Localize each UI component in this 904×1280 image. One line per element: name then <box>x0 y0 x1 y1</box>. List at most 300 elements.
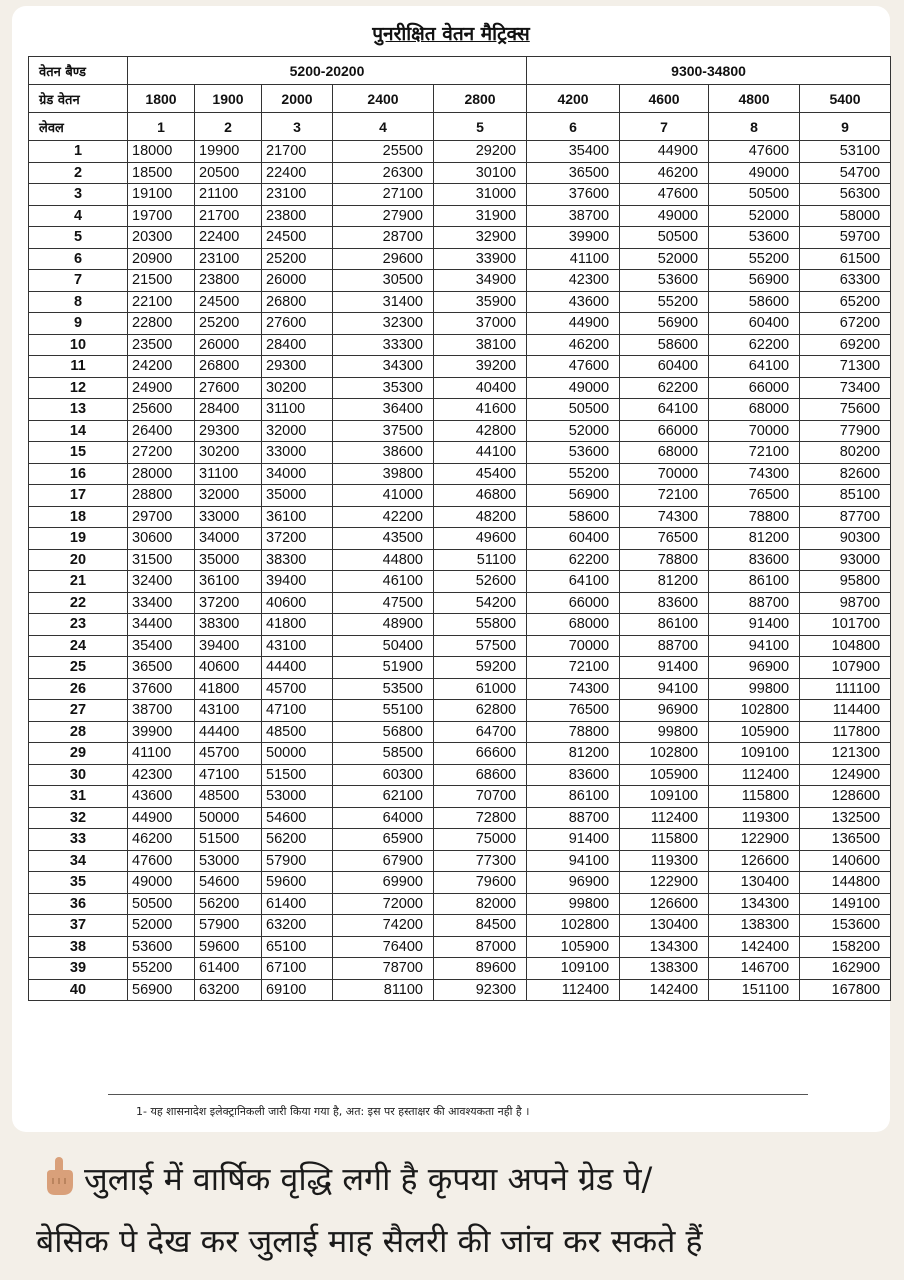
pay-cell: 53000 <box>262 786 333 808</box>
pay-cell: 140600 <box>800 850 891 872</box>
pay-cell: 41600 <box>434 399 527 421</box>
row-index-cell: 15 <box>29 442 128 464</box>
pay-cell: 34900 <box>434 270 527 292</box>
row-index-cell: 29 <box>29 743 128 765</box>
pay-cell: 94100 <box>527 850 620 872</box>
table-row <box>29 979 891 1001</box>
pay-cell: 86100 <box>620 614 709 636</box>
row-index-cell: 1 <box>29 141 128 163</box>
pay-cell: 27100 <box>333 184 434 206</box>
pay-cell: 158200 <box>800 936 891 958</box>
level-label: लेवल <box>29 113 128 141</box>
pay-cell: 62800 <box>434 700 527 722</box>
row-index-cell: 8 <box>29 291 128 313</box>
row-index-cell: 38 <box>29 936 128 958</box>
pay-cell: 23800 <box>262 205 333 227</box>
pay-cell: 28400 <box>195 399 262 421</box>
pay-cell: 98700 <box>800 592 891 614</box>
pay-cell: 92300 <box>434 979 527 1001</box>
pay-cell: 66000 <box>527 592 620 614</box>
pay-cell: 64100 <box>620 399 709 421</box>
pay-cell: 22100 <box>128 291 195 313</box>
pay-cell: 58600 <box>527 506 620 528</box>
pay-cell: 99800 <box>527 893 620 915</box>
pay-cell: 47100 <box>262 700 333 722</box>
pay-cell: 111100 <box>800 678 891 700</box>
pay-cell: 23500 <box>128 334 195 356</box>
pay-cell: 40600 <box>262 592 333 614</box>
caption-line-2: बेसिक पे देख कर जुलाई माह सैलरी की जांच कर सकते हैं <box>36 1222 703 1260</box>
pay-cell: 41800 <box>195 678 262 700</box>
pay-cell: 28000 <box>128 463 195 485</box>
pay-cell: 26800 <box>262 291 333 313</box>
pay-cell: 24200 <box>128 356 195 378</box>
pay-cell: 69100 <box>262 979 333 1001</box>
pay-cell: 60300 <box>333 764 434 786</box>
pay-cell: 96900 <box>527 872 620 894</box>
pay-cell: 35300 <box>333 377 434 399</box>
pay-cell: 23800 <box>195 270 262 292</box>
pay-cell: 63200 <box>262 915 333 937</box>
pay-cell: 72100 <box>527 657 620 679</box>
pay-cell: 51500 <box>262 764 333 786</box>
pay-cell: 37000 <box>434 313 527 335</box>
pay-cell: 63300 <box>800 270 891 292</box>
row-index-cell: 30 <box>29 764 128 786</box>
pay-cell: 21700 <box>262 141 333 163</box>
pay-cell: 46200 <box>527 334 620 356</box>
pay-cell: 52000 <box>709 205 800 227</box>
pay-cell: 68600 <box>434 764 527 786</box>
pay-cell: 50500 <box>128 893 195 915</box>
pay-cell: 65900 <box>333 829 434 851</box>
pay-cell: 21700 <box>195 205 262 227</box>
pay-cell: 49000 <box>620 205 709 227</box>
table-row <box>29 485 891 507</box>
pay-cell: 128600 <box>800 786 891 808</box>
pay-cell: 64000 <box>333 807 434 829</box>
pay-cell: 32000 <box>195 485 262 507</box>
pay-cell: 37200 <box>262 528 333 550</box>
pay-cell: 36100 <box>195 571 262 593</box>
pay-cell: 21100 <box>195 184 262 206</box>
table-row <box>29 291 891 313</box>
pay-cell: 87700 <box>800 506 891 528</box>
pay-cell: 62200 <box>527 549 620 571</box>
pay-cell: 102800 <box>709 700 800 722</box>
pay-cell: 67100 <box>262 958 333 980</box>
table-row <box>29 829 891 851</box>
pay-cell: 38300 <box>262 549 333 571</box>
pay-cell: 54200 <box>434 592 527 614</box>
row-index-cell: 22 <box>29 592 128 614</box>
pay-cell: 107900 <box>800 657 891 679</box>
pay-cell: 37500 <box>333 420 434 442</box>
pay-cell: 67900 <box>333 850 434 872</box>
pay-cell: 112400 <box>527 979 620 1001</box>
pay-cell: 144800 <box>800 872 891 894</box>
grade-pay-row <box>29 85 891 113</box>
pay-cell: 132500 <box>800 807 891 829</box>
pay-cell: 19900 <box>195 141 262 163</box>
caption-line-1 <box>36 1148 886 1210</box>
pay-cell: 83600 <box>620 592 709 614</box>
pay-cell: 104800 <box>800 635 891 657</box>
level-cell: 9 <box>800 113 891 141</box>
pay-cell: 53100 <box>800 141 891 163</box>
pay-cell: 41100 <box>527 248 620 270</box>
pay-cell: 68000 <box>620 442 709 464</box>
pay-band-label: वेतन बैण्ड <box>29 57 128 85</box>
pay-cell: 19700 <box>128 205 195 227</box>
grade-pay-cell: 4600 <box>620 85 709 113</box>
row-index-cell: 10 <box>29 334 128 356</box>
pay-cell: 29600 <box>333 248 434 270</box>
pay-cell: 153600 <box>800 915 891 937</box>
row-index-cell: 36 <box>29 893 128 915</box>
pay-cell: 37200 <box>195 592 262 614</box>
table-row <box>29 270 891 292</box>
pay-cell: 83600 <box>527 764 620 786</box>
pay-cell: 105900 <box>709 721 800 743</box>
row-index-cell: 9 <box>29 313 128 335</box>
table-row <box>29 334 891 356</box>
pay-cell: 49000 <box>128 872 195 894</box>
row-index-cell: 12 <box>29 377 128 399</box>
pay-cell: 34300 <box>333 356 434 378</box>
level-cell: 6 <box>527 113 620 141</box>
pay-cell: 49600 <box>434 528 527 550</box>
grade-pay-cell: 1900 <box>195 85 262 113</box>
pay-cell: 121300 <box>800 743 891 765</box>
pay-cell: 47600 <box>128 850 195 872</box>
pay-cell: 109100 <box>620 786 709 808</box>
pay-cell: 59600 <box>195 936 262 958</box>
row-index-cell: 39 <box>29 958 128 980</box>
pay-cell: 58600 <box>709 291 800 313</box>
pay-cell: 130400 <box>709 872 800 894</box>
pay-cell: 32000 <box>262 420 333 442</box>
table-row <box>29 141 891 163</box>
pay-cell: 21500 <box>128 270 195 292</box>
pay-cell: 24500 <box>262 227 333 249</box>
pointing-hand-icon <box>36 1154 80 1198</box>
pay-cell: 37600 <box>527 184 620 206</box>
pay-cell: 65100 <box>262 936 333 958</box>
pay-cell: 23100 <box>262 184 333 206</box>
pay-cell: 78800 <box>620 549 709 571</box>
pay-cell: 42200 <box>333 506 434 528</box>
table-row <box>29 227 891 249</box>
table-row <box>29 248 891 270</box>
pay-cell: 75000 <box>434 829 527 851</box>
pay-cell: 27600 <box>262 313 333 335</box>
pay-cell: 64700 <box>434 721 527 743</box>
pay-cell: 48500 <box>262 721 333 743</box>
pay-cell: 26000 <box>262 270 333 292</box>
pay-cell: 50000 <box>262 743 333 765</box>
pay-cell: 114400 <box>800 700 891 722</box>
pay-cell: 71300 <box>800 356 891 378</box>
pay-cell: 67200 <box>800 313 891 335</box>
grade-pay-cell: 2800 <box>434 85 527 113</box>
table-row <box>29 958 891 980</box>
pay-cell: 50500 <box>620 227 709 249</box>
pay-cell: 112400 <box>620 807 709 829</box>
table-row <box>29 872 891 894</box>
pay-cell: 57900 <box>195 915 262 937</box>
pay-cell: 91400 <box>709 614 800 636</box>
pay-cell: 30600 <box>128 528 195 550</box>
pay-cell: 56900 <box>527 485 620 507</box>
row-index-cell: 26 <box>29 678 128 700</box>
pay-cell: 45700 <box>262 678 333 700</box>
pay-cell: 99800 <box>620 721 709 743</box>
pay-cell: 54600 <box>262 807 333 829</box>
row-index-cell: 24 <box>29 635 128 657</box>
pay-cell: 25500 <box>333 141 434 163</box>
row-index-cell: 28 <box>29 721 128 743</box>
pay-cell: 66000 <box>709 377 800 399</box>
pay-cell: 30100 <box>434 162 527 184</box>
pay-cell: 81200 <box>709 528 800 550</box>
pay-cell: 42300 <box>527 270 620 292</box>
pay-cell: 69900 <box>333 872 434 894</box>
pay-cell: 39400 <box>262 571 333 593</box>
row-index-cell: 16 <box>29 463 128 485</box>
pay-cell: 29700 <box>128 506 195 528</box>
pay-cell: 72100 <box>620 485 709 507</box>
pay-cell: 38100 <box>434 334 527 356</box>
pay-cell: 35000 <box>262 485 333 507</box>
table-row <box>29 657 891 679</box>
pay-cell: 76500 <box>527 700 620 722</box>
table-row <box>29 184 891 206</box>
pay-cell: 45400 <box>434 463 527 485</box>
pay-cell: 74200 <box>333 915 434 937</box>
pay-cell: 34000 <box>195 528 262 550</box>
pay-cell: 29200 <box>434 141 527 163</box>
pay-cell: 43100 <box>262 635 333 657</box>
pay-cell: 70000 <box>527 635 620 657</box>
pay-cell: 52000 <box>620 248 709 270</box>
pay-cell: 39200 <box>434 356 527 378</box>
pay-cell: 41100 <box>128 743 195 765</box>
pay-cell: 49000 <box>709 162 800 184</box>
pay-cell: 77300 <box>434 850 527 872</box>
pay-cell: 61000 <box>434 678 527 700</box>
pay-cell: 56900 <box>620 313 709 335</box>
pay-cell: 59600 <box>262 872 333 894</box>
pay-cell: 89600 <box>434 958 527 980</box>
table-row <box>29 442 891 464</box>
pay-cell: 46800 <box>434 485 527 507</box>
caption <box>36 1148 886 1272</box>
pay-cell: 32900 <box>434 227 527 249</box>
pay-cell: 54600 <box>195 872 262 894</box>
pay-cell: 126600 <box>620 893 709 915</box>
pay-cell: 138300 <box>709 915 800 937</box>
pay-cell: 87000 <box>434 936 527 958</box>
table-row <box>29 614 891 636</box>
pay-cell: 46100 <box>333 571 434 593</box>
table-row <box>29 592 891 614</box>
pay-cell: 90300 <box>800 528 891 550</box>
pay-cell: 149100 <box>800 893 891 915</box>
pay-cell: 109100 <box>709 743 800 765</box>
row-index-cell: 27 <box>29 700 128 722</box>
pay-cell: 55100 <box>333 700 434 722</box>
pay-cell: 85100 <box>800 485 891 507</box>
pay-cell: 31900 <box>434 205 527 227</box>
table-row <box>29 571 891 593</box>
pay-cell: 167800 <box>800 979 891 1001</box>
pay-cell: 42300 <box>128 764 195 786</box>
pay-cell: 81200 <box>620 571 709 593</box>
pay-cell: 102800 <box>620 743 709 765</box>
table-row <box>29 893 891 915</box>
pay-cell: 23100 <box>195 248 262 270</box>
table-row <box>29 721 891 743</box>
pay-cell: 38300 <box>195 614 262 636</box>
grade-pay-cell: 1800 <box>128 85 195 113</box>
pay-cell: 44400 <box>195 721 262 743</box>
pay-cell: 48200 <box>434 506 527 528</box>
grade-pay-cell: 2000 <box>262 85 333 113</box>
pay-cell: 36400 <box>333 399 434 421</box>
pay-cell: 78800 <box>709 506 800 528</box>
pay-cell: 40400 <box>434 377 527 399</box>
pay-cell: 40600 <box>195 657 262 679</box>
pay-cell: 50000 <box>195 807 262 829</box>
pay-cell: 20300 <box>128 227 195 249</box>
pay-cell: 58500 <box>333 743 434 765</box>
pay-cell: 39900 <box>128 721 195 743</box>
table-row <box>29 678 891 700</box>
table-row <box>29 420 891 442</box>
pay-cell: 26800 <box>195 356 262 378</box>
pay-cell: 57900 <box>262 850 333 872</box>
table-row <box>29 528 891 550</box>
pay-cell: 88700 <box>620 635 709 657</box>
pay-cell: 58000 <box>800 205 891 227</box>
pay-cell: 55800 <box>434 614 527 636</box>
pay-cell: 24500 <box>195 291 262 313</box>
table-row <box>29 743 891 765</box>
pay-cell: 31000 <box>434 184 527 206</box>
grade-pay-cell: 5400 <box>800 85 891 113</box>
pay-cell: 62100 <box>333 786 434 808</box>
pay-cell: 74300 <box>709 463 800 485</box>
pay-cell: 47600 <box>709 141 800 163</box>
pay-cell: 59700 <box>800 227 891 249</box>
level-cell: 3 <box>262 113 333 141</box>
level-cell: 4 <box>333 113 434 141</box>
row-index-cell: 2 <box>29 162 128 184</box>
pay-cell: 61400 <box>195 958 262 980</box>
pay-cell: 44900 <box>527 313 620 335</box>
pay-cell: 105900 <box>620 764 709 786</box>
row-index-cell: 32 <box>29 807 128 829</box>
pay-cell: 53600 <box>709 227 800 249</box>
pay-cell: 68000 <box>527 614 620 636</box>
pay-cell: 105900 <box>527 936 620 958</box>
pay-cell: 66600 <box>434 743 527 765</box>
pay-cell: 91400 <box>620 657 709 679</box>
pay-cell: 29300 <box>262 356 333 378</box>
pay-cell: 75600 <box>800 399 891 421</box>
table-row <box>29 399 891 421</box>
row-index-cell: 40 <box>29 979 128 1001</box>
table-row <box>29 850 891 872</box>
row-index-cell: 7 <box>29 270 128 292</box>
row-index-cell: 33 <box>29 829 128 851</box>
row-index-cell: 11 <box>29 356 128 378</box>
pay-cell: 31500 <box>128 549 195 571</box>
row-index-cell: 5 <box>29 227 128 249</box>
pay-cell: 27900 <box>333 205 434 227</box>
pay-band-2: 9300-34800 <box>527 57 891 85</box>
pay-cell: 88700 <box>709 592 800 614</box>
pay-cell: 130400 <box>620 915 709 937</box>
pay-cell: 26400 <box>128 420 195 442</box>
table-row <box>29 377 891 399</box>
pay-cell: 84500 <box>434 915 527 937</box>
pay-cell: 119300 <box>620 850 709 872</box>
pay-band-1: 5200-20200 <box>128 57 527 85</box>
pay-cell: 52000 <box>128 915 195 937</box>
pay-cell: 78700 <box>333 958 434 980</box>
table-row <box>29 549 891 571</box>
pay-cell: 25600 <box>128 399 195 421</box>
row-index-cell: 14 <box>29 420 128 442</box>
pay-cell: 35400 <box>128 635 195 657</box>
pay-cell: 25200 <box>195 313 262 335</box>
pay-cell: 64100 <box>527 571 620 593</box>
pay-cell: 82000 <box>434 893 527 915</box>
pay-cell: 78800 <box>527 721 620 743</box>
pay-cell: 56300 <box>800 184 891 206</box>
pay-cell: 96900 <box>620 700 709 722</box>
pay-cell: 44100 <box>434 442 527 464</box>
pay-cell: 72800 <box>434 807 527 829</box>
pay-cell: 32300 <box>333 313 434 335</box>
pay-cell: 36100 <box>262 506 333 528</box>
pay-cell: 53600 <box>128 936 195 958</box>
document-title: पुनरीक्षित वेतन मैट्रिक्स <box>372 23 530 45</box>
pay-cell: 34000 <box>262 463 333 485</box>
table-row <box>29 506 891 528</box>
pay-cell: 34400 <box>128 614 195 636</box>
pay-cell: 91400 <box>527 829 620 851</box>
pay-cell: 119300 <box>709 807 800 829</box>
pay-cell: 29300 <box>195 420 262 442</box>
pay-cell: 93000 <box>800 549 891 571</box>
row-index-cell: 13 <box>29 399 128 421</box>
row-index-cell: 3 <box>29 184 128 206</box>
table-row <box>29 162 891 184</box>
pay-cell: 44400 <box>262 657 333 679</box>
pay-cell: 65200 <box>800 291 891 313</box>
pay-cell: 94100 <box>620 678 709 700</box>
pay-cell: 33000 <box>195 506 262 528</box>
pay-cell: 136500 <box>800 829 891 851</box>
pay-cell: 18000 <box>128 141 195 163</box>
pay-cell: 49000 <box>527 377 620 399</box>
row-index-cell: 34 <box>29 850 128 872</box>
pay-cell: 32400 <box>128 571 195 593</box>
pay-cell: 79600 <box>434 872 527 894</box>
